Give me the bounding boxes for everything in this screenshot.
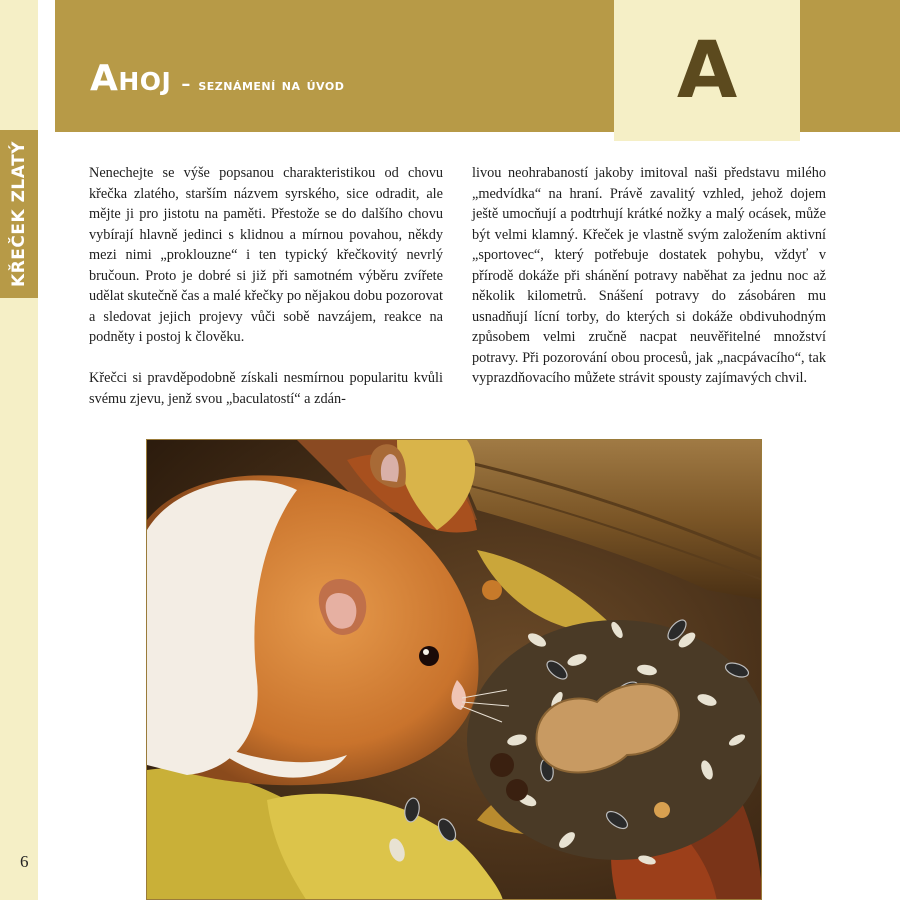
text-column-left <box>89 163 443 409</box>
title-subtitle: seznámení na úvod <box>198 75 345 94</box>
title-main: Ahoj <box>90 58 172 99</box>
hamster-photo <box>146 439 762 900</box>
title-dash: – <box>181 74 191 95</box>
text-column-right <box>472 163 826 389</box>
section-letter: A <box>676 25 738 116</box>
paragraph: Nenechejte se výše popsanou charakteristikou od chovu křečka zlatého, starším názvem syrského, sice odradit, ale mějte ji pro jistotu na paměti. Přestože se do dalšího chovu vybírají hlavně jedinci s klidnou a mírnou povahou, někdy mezi nimi „proklouzne“ i ten typický křečkovitý nevrlý bručoun. Proto je dobré si již při samotném výběru zvířete udělat skutečně čas a malé křečky po nějakou dobu pozorovat a sledovat jejich projevy vůči sobě navzájem, reakce na podněty i postoj k člověku. <box>89 165 443 345</box>
page-number: 6 <box>20 852 29 871</box>
sidebar-label: KŘEČEK ZLATÝ <box>9 141 29 287</box>
paragraph: livou neohrabaností jakoby imitoval naši představu milého „medvídka“ na hraní. Právě zavalitý vzhled, jehož dojem ještě umocňují a podtrhují krátké nožky a malý ocásek, může být velmi klamný. Křeček je vlastně svým založením aktivní „sportovec“, který potřebuje dostatek pohybu, vždyť v přírodě dokáže při shánění potravy naběhat za jednu noc až několik kilometrů. Snášení potravy do zásobáren mu usnadňují lícní torby, do kterých si dokáže obdivuhodným způsobem velmi zručně nacpat neuvěřitelné množství potravy. Při pozorování obou procesů, jak „nacpávacího“, tak vyprazdňovacího můžete strávit spousty zajímavých chvil. <box>472 165 826 386</box>
paragraph: Křečci si pravděpodobně získali nesmírnou popularitu kvůli svému zjevu, jenž svou „baculatostí“ a zdán- <box>89 370 443 407</box>
page-title <box>90 58 344 99</box>
section-letter-box <box>614 0 800 141</box>
hamster-illustration <box>147 440 762 900</box>
